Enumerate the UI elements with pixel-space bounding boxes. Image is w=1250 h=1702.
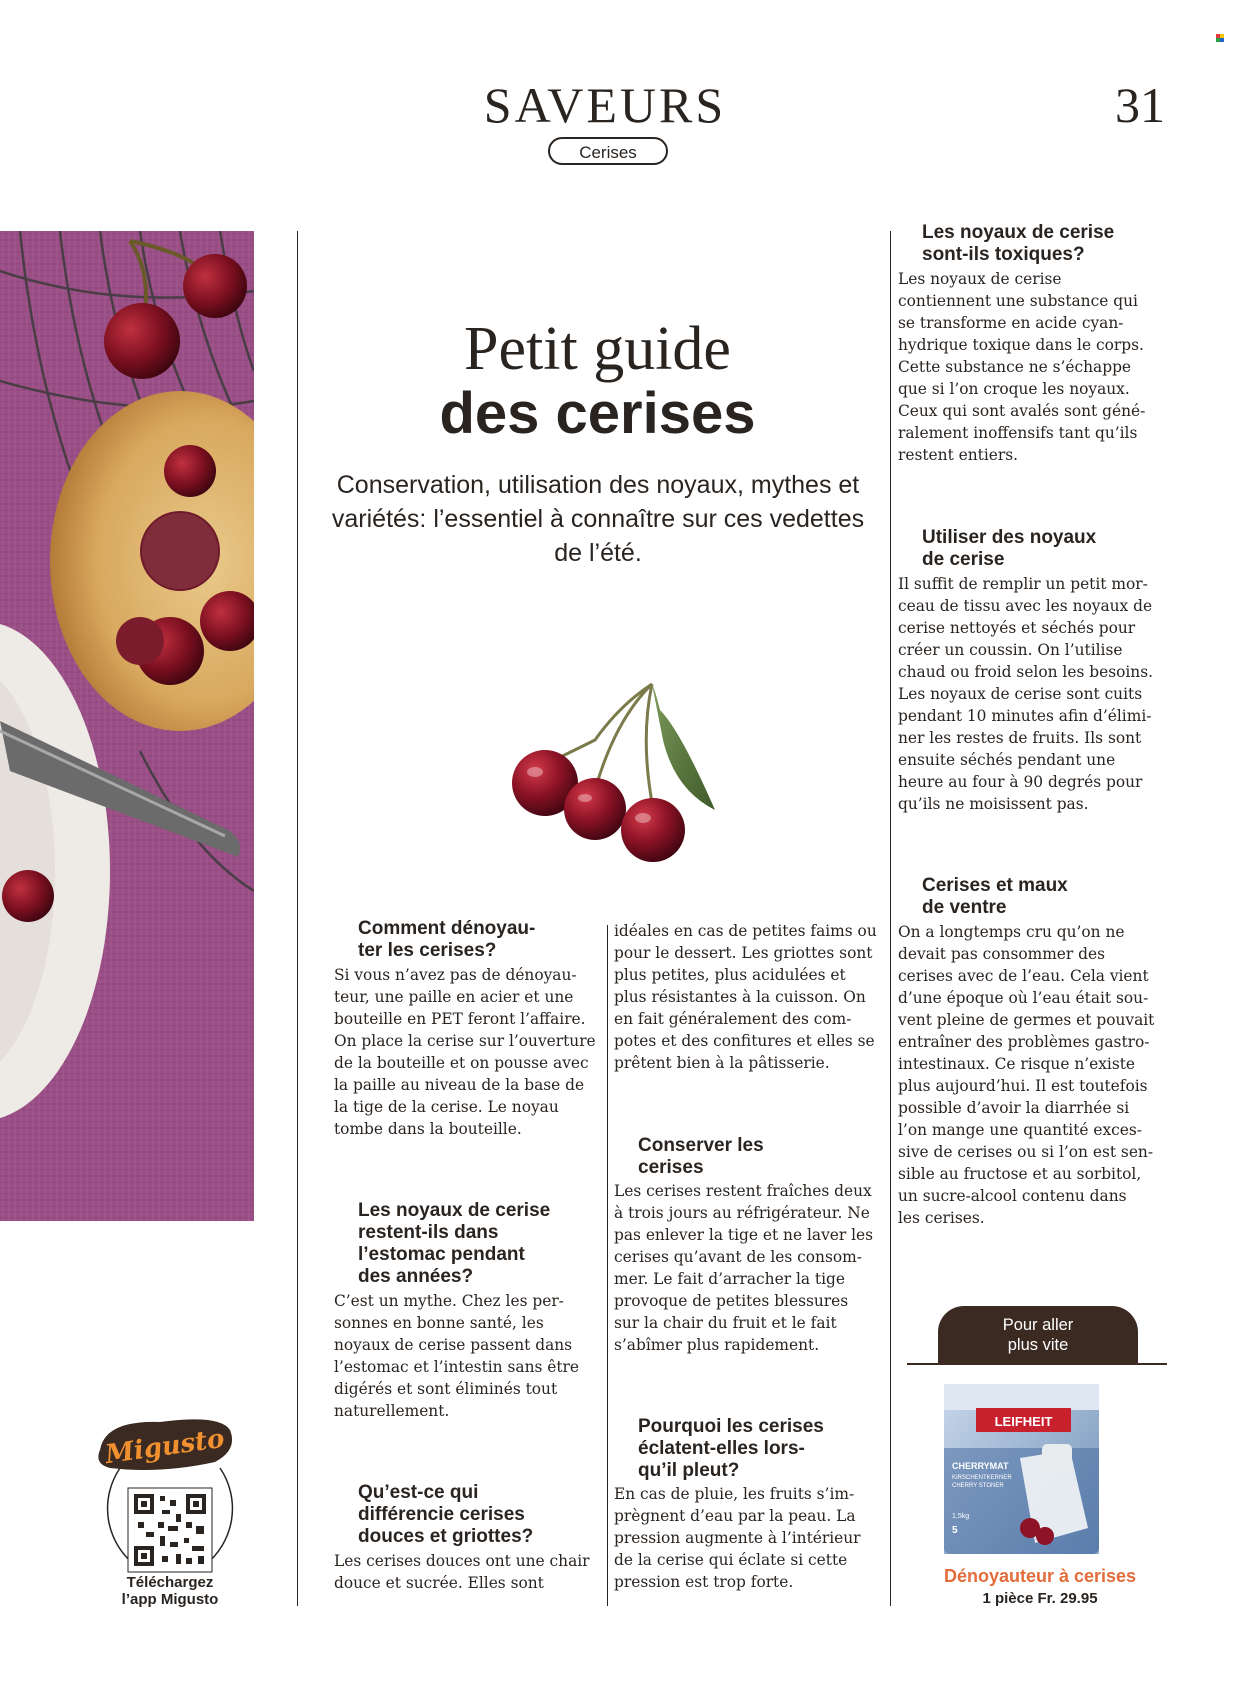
body-utiliser: Il suffit de remplir un petit mor- ceau de tissu avec les noyaux de cerise nettoyés et séchés pour créer un coussin. On l’utilise chaud ou froid selon les besoins. Les noyaux de cerise sont cuits pendant 10 minutes afin d’élimi- ner les restes de fruits. Ils sont ensuite séchés pendant une heure au four à 90 degrés pour qu’ils ne moisissent pas. bbox=[898, 575, 1153, 813]
column-rule-left bbox=[297, 231, 298, 1606]
body-conserver: Les cerises restent fraîches deux à trois jours au réfrigérateur. Ne pas enlever la tige et ne laver les cerises qu’avant de les consom- mer. Le fait d’arracher la tige provoque de petites blessures sur la chair du fruit et le fait s’abîmer plus rapidement. bbox=[614, 1182, 874, 1354]
product-price: 1 pièce Fr. 29.95 bbox=[982, 1590, 1098, 1607]
heading-difference: Qu’est-ce qui différencie cerises douces et griottes? bbox=[358, 1482, 534, 1547]
title-line-2: des cerises bbox=[439, 381, 756, 446]
body-difference-continued: idéales en cas de petites faims ou pour le dessert. Les griottes sont plus petites, plus acidulées et plus résistantes à la cuisson. On en fait généralement des com- potes et des confitures et elles se prêtent bien à la pâtisserie. bbox=[614, 922, 877, 1072]
heading-eclatent: Pourquoi les cerises éclatent-elles lors- qu’il pleut? bbox=[638, 1416, 824, 1481]
section-tag: Cerises bbox=[548, 137, 668, 165]
column-rule-middle bbox=[607, 925, 608, 1606]
product-brand: LEIFHEIT bbox=[994, 1414, 1053, 1429]
app-download-text[interactable]: Téléchargez l’app Migusto bbox=[121, 1574, 219, 1608]
heading-estomac: Les noyaux de cerise restent-ils dans l’estomac pendant des années? bbox=[358, 1200, 551, 1287]
product-box-label: CHERRYMAT bbox=[952, 1461, 1009, 1471]
heading-denoyauter: Comment dénoyau- ter les cerises? bbox=[358, 918, 536, 961]
product-image[interactable] bbox=[940, 1378, 1105, 1558]
body-eclatent: En cas de pluie, les fruits s’im- prègnent d’eau par la peau. La pression augmente à l’intérieur de la cerise qui éclate si cette pression est trop forte. bbox=[614, 1485, 861, 1591]
migusto-logo: Migusto bbox=[103, 1423, 227, 1471]
cherries-illustration bbox=[505, 680, 725, 870]
lead-paragraph: Conservation, utilisation des noyaux, mythes et variétés: l’essentiel à connaître sur ces vedettes de l’été. bbox=[331, 471, 865, 567]
body-maux: On a longtemps cru qu’on ne devait pas consommer des cerises avec de l’eau. Cela vient d’une époque où l’eau était sou- vent pleine de germes et pouvait entraîner des problèmes gastro- intestinaux. Ce risque n’existe plus aujourd’hui. Il est toutefois possible d’avoir la diarrhée si l’on mange une quantité exces- sive de cerises ou si l’on est sen- sible au fructose et au sorbitol, un sucre-alcool contenu dans les cerises. bbox=[898, 923, 1155, 1227]
body-difference: Les cerises douces ont une chair douce et sucrée. Elles sont bbox=[334, 1552, 590, 1592]
promo-label: Pour aller plus vite bbox=[938, 1306, 1138, 1364]
qr-code-icon bbox=[128, 1488, 212, 1572]
heading-utiliser: Utiliser des noyaux de cerise bbox=[922, 527, 1097, 570]
promo-divider bbox=[907, 1363, 1167, 1365]
body-estomac: C’est un mythe. Chez les per- sonnes en bonne santé, les noyaux de cerise passent dans l’estomac et l’intestin sans être digérés et sont éliminés tout naturellement. bbox=[334, 1292, 580, 1420]
heading-toxiques: Les noyaux de cerise sont-ils toxiques? bbox=[922, 222, 1115, 265]
body-toxiques: Les noyaux de cerise contiennent une substance qui se transforme en acide cyan- hydrique toxique dans le corps. Cette substance ne s’échappe que si l’on croque les noyaux. Ceux qui sont avalés sont géné- ralement inoffensifs tant qu’ils restent entiers. bbox=[898, 270, 1146, 464]
heading-conserver: Conserver les cerises bbox=[638, 1135, 764, 1178]
product-box-spec: 1,5kg bbox=[952, 1513, 970, 1520]
page-number: 31 bbox=[1115, 77, 1165, 133]
product-name[interactable]: Dénoyauteur à cerises bbox=[943, 1566, 1137, 1586]
section-title: SAVEURS bbox=[483, 77, 727, 133]
product-box-subtitle: KIRSCHENTKERNER bbox=[952, 1475, 1012, 1481]
product-box-spec-2: 5 bbox=[952, 1525, 958, 1536]
heading-maux: Cerises et maux de ventre bbox=[922, 875, 1068, 918]
body-denoyauter: Si vous n’avez pas de dénoyau- teur, une paille en acier et une bouteille en PET feront l’affaire. On place la cerise sur l’ouverture de la bouteille et on pousse avec la paille au niveau de la base de la tige de la cerise. Le noyau tombe dans la bouteille. bbox=[334, 966, 596, 1138]
product-box-subtitle-2: CHERRY STONER bbox=[952, 1483, 1004, 1489]
title-line-1: Petit guide bbox=[464, 315, 731, 383]
corner-color-mark bbox=[1216, 34, 1224, 42]
cherry-crepe-photo bbox=[0, 231, 254, 1221]
migusto-app-badge[interactable] bbox=[90, 1410, 250, 1580]
